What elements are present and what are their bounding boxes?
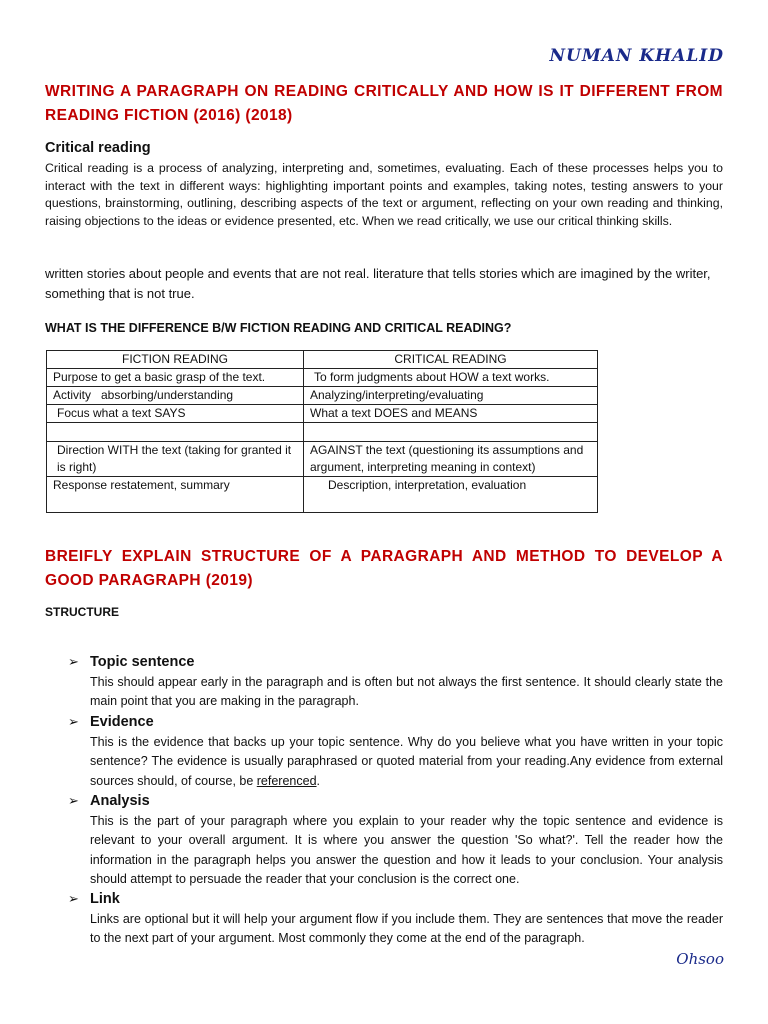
table-header-critical: CRITICAL READING [304,351,598,369]
table-row [47,442,598,477]
table-row [47,405,598,423]
table-cell [304,423,598,442]
arrow-bullet-icon: ➢ [68,891,79,906]
author-name: NUMAN KHALID [549,46,724,66]
table-cell: Purpose to get a basic grasp of the text. [47,369,304,387]
structure-item-evidence [68,712,723,791]
evidence-text-end: . [316,773,321,788]
table-header-fiction: FICTION READING [47,351,304,369]
table-cell [47,423,304,442]
table-cell: Description, interpretation, evaluation [304,477,598,513]
table-cell: Focus what a text SAYS [47,405,304,423]
table-cell: AGAINST the text (questioning its assumptions and argument, interpreting meaning in context) [304,442,598,477]
analysis-text: This is the part of your paragraph where you explain to your reader why the topic sentence and evidence is relevant to your overall argument. It is where you answer the question 'So what?'. Tell the reader how the information in the paragraph helps you answer the question and how it leads to your conclusion. Your analysis should attempt to persuade the reader that your conclusion is the correct one. [90,814,723,886]
critical-reading-paragraph: Critical reading is a process of analyzing, interpreting and, sometimes, evaluating. Each of these processes helps you to interact with the text in different ways: highlighting important points and examples, taking notes, testing answers to your questions, brainstorming, outlining, describing aspects of the text or argument, reflecting on your own reading and thinking, raising objections to the ideas or evidence presented, etc. When we read critically, we use our critical thinking skills. [45,161,723,228]
table-cell: Direction WITH the text (taking for granted it is right) [47,442,304,477]
structure-label: STRUCTURE [45,605,119,619]
topic-sentence-text: This should appear early in the paragraph and is often but not always the first sentence. It should clearly state the main point that you are making in the paragraph. [90,675,723,709]
table-cell: To form judgments about HOW a text works. [304,369,598,387]
referenced-link[interactable]: referenced [256,773,317,788]
arrow-bullet-icon: ➢ [68,793,79,808]
evidence-text-main: This is the evidence that backs up your topic sentence. Why do you believe what you have written in your topic sentence? The evidence is usually paraphrased or quoted material from your reading.Any evidence from external sources should, of course, be [90,735,723,788]
structure-item-link [68,889,723,949]
table-cell: Activity absorbing/understanding [47,387,304,405]
table-row [47,387,598,405]
evidence-text [68,733,723,791]
heading-critical-vs-fiction: WRITING A PARAGRAPH ON READING CRITICALLY AND HOW IS IT DIFFERENT FROM READING FICTION (2016) (2018) [45,83,723,124]
critical-reading-title: Critical reading [45,140,151,156]
fiction-definition: written stories about people and events that are not real. literature that tells stories which are imagined by the writer, something that is not true. [45,266,711,301]
evidence-title: Evidence [90,714,154,730]
topic-sentence-title: Topic sentence [90,654,195,670]
table-row [47,423,598,442]
comparison-table [46,350,598,513]
link-title: Link [90,891,120,907]
table-cell: Analyzing/interpreting/evaluating [304,387,598,405]
link-text: Links are optional but it will help your argument flow if you include them. They are sentences that move the reader to the next part of your argument. Most commonly they come at the end of the paragraph. [90,912,723,946]
arrow-bullet-icon: ➢ [68,714,79,729]
analysis-title: Analysis [90,793,150,809]
table-cell: Response restatement, summary [47,477,304,513]
table-header-row [47,351,598,369]
table-cell: What a text DOES and MEANS [304,405,598,423]
structure-item-topic [68,652,723,712]
arrow-bullet-icon: ➢ [68,654,79,669]
signature: Ohsoo [676,950,724,968]
table-row [47,477,598,513]
heading-paragraph-structure: BREIFLY EXPLAIN STRUCTURE OF A PARAGRAPH AND METHOD TO DEVELOP A GOOD PARAGRAPH (2019) [45,548,723,589]
table-row [47,369,598,387]
structure-item-analysis [68,791,723,889]
difference-question: WHAT IS THE DIFFERENCE B/W FICTION READING AND CRITICAL READING? [45,321,512,335]
